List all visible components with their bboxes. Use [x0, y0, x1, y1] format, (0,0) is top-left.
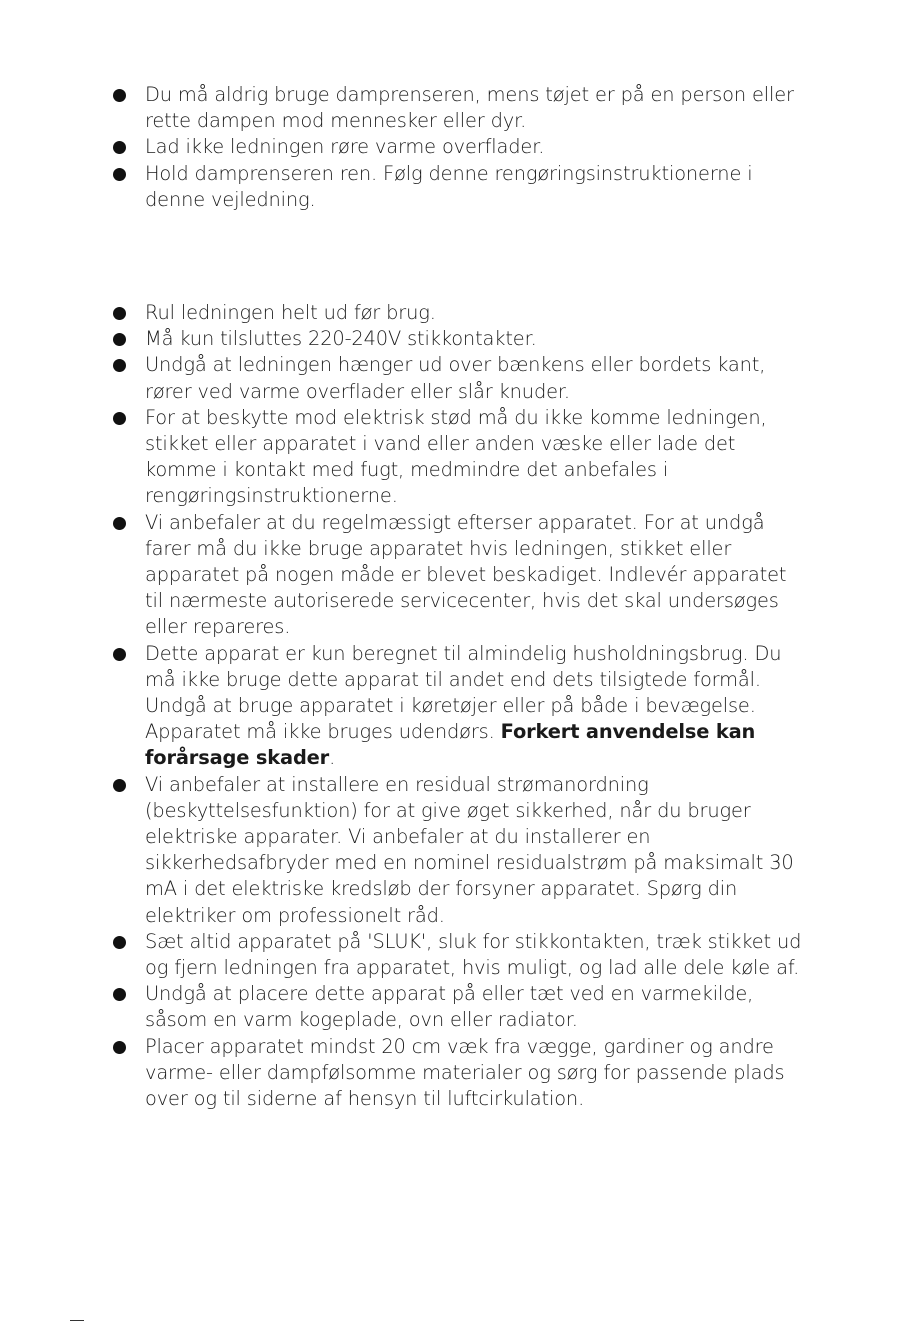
list-item — [110, 405, 810, 510]
list-item — [110, 772, 810, 929]
list-item — [110, 161, 810, 213]
list-item — [110, 641, 810, 772]
list-item-text: Må kun tilsluttes 220-240V stikkontakter. — [145, 327, 537, 351]
bullet-icon — [113, 333, 126, 346]
bullet-icon — [113, 412, 126, 425]
list-item-text: Undgå at ledningen hænger ud over bænkens eller bordets kant, rører ved varme overflader eller slår knuder. — [145, 353, 766, 403]
bullet-icon — [113, 517, 126, 530]
list-item-text: For at beskytte mod elektrisk stød må du ikke komme ledningen, stikket eller apparatet i vand eller anden væske eller lade det komme i kontakt med fugt, medmindre det anbefales i rengøringsinstruktionerne. — [145, 405, 767, 508]
list-item — [110, 929, 810, 981]
list-item — [110, 326, 810, 352]
list-item — [110, 300, 810, 326]
bullet-icon — [113, 141, 126, 154]
footer-mark — [70, 1320, 84, 1321]
list-item-text: Dette apparat er kun beregnet til almindelig husholdningsbrug. Du må ikke bruge dette apparat til andet end dets tilsigtede formål. Undgå at bruge apparatet i køretøjer eller på både i bevægelse. Apparatet må ikke bruges udendørs. — [145, 641, 782, 744]
list-item — [110, 981, 810, 1033]
safety-list-electrical — [110, 300, 810, 1112]
list-item-text: Undgå at placere dette apparat på eller tæt ved en varmekilde, såsom en varm kogeplade, ovn eller radiator. — [145, 982, 754, 1032]
bullet-icon — [113, 988, 126, 1001]
bullet-icon — [113, 89, 126, 102]
list-item — [110, 134, 810, 160]
safety-list-general — [110, 82, 810, 213]
bullet-icon — [113, 307, 126, 320]
list-item-text: Lad ikke ledningen røre varme overflader. — [145, 135, 545, 159]
list-item — [110, 82, 810, 134]
bullet-icon — [113, 779, 126, 792]
warning-emphasis: Forkert anvendelse kan forårsage skader — [145, 720, 756, 770]
list-item-end: . — [329, 746, 336, 770]
bullet-icon — [113, 1041, 126, 1054]
list-item-text: Hold damprenseren ren. Følg denne rengøringsinstruktionerne i denne vejledning. — [145, 161, 753, 211]
bullet-icon — [113, 168, 126, 181]
list-item-text: Sæt altid apparatet på 'SLUK', sluk for stikkontakten, træk stikket ud og fjern ledningen fra apparatet, hvis muligt, og lad alle dele køle af. — [145, 929, 802, 980]
list-item-text: Placer apparatet mindst 20 cm væk fra vægge, gardiner og andre varme- eller dampfølsomme materialer og sørg for passende plads over og til siderne af hensyn til luftcirkulation. — [145, 1034, 785, 1111]
bullet-icon — [113, 359, 126, 372]
list-item-text: Rul ledningen helt ud før brug. — [145, 301, 436, 324]
list-item — [110, 352, 810, 404]
list-item — [110, 1034, 810, 1113]
list-item-text: Vi anbefaler at installere en residual strømanordning (beskyttelsesfunktion) for at give øget sikkerhed, når du bruger elektriske apparater. Vi anbefaler at du installerer en sikkerhedsafbryder med en nominel residualstrøm på maksimalt 30 mA i det elektriske kredsløb der forsyner apparatet. Spørg din elektriker om professionelt råd. — [145, 772, 794, 927]
bullet-icon — [113, 936, 126, 949]
list-item — [110, 510, 810, 641]
list-item-text: Du må aldrig bruge damprenseren, mens tøjet er på en person eller rette dampen mod mennesker eller dyr. — [145, 83, 794, 133]
list-item-text: Vi anbefaler at du regelmæssigt efterser apparatet. For at undgå farer må du ikke bruge apparatet hvis ledningen, stikket eller apparatet på nogen måde er blevet beskadiget. Indlevér apparatet til nærmeste autoriserede servicecenter, hvis det skal undersøges eller repareres. — [145, 510, 787, 639]
bullet-icon — [113, 648, 126, 661]
